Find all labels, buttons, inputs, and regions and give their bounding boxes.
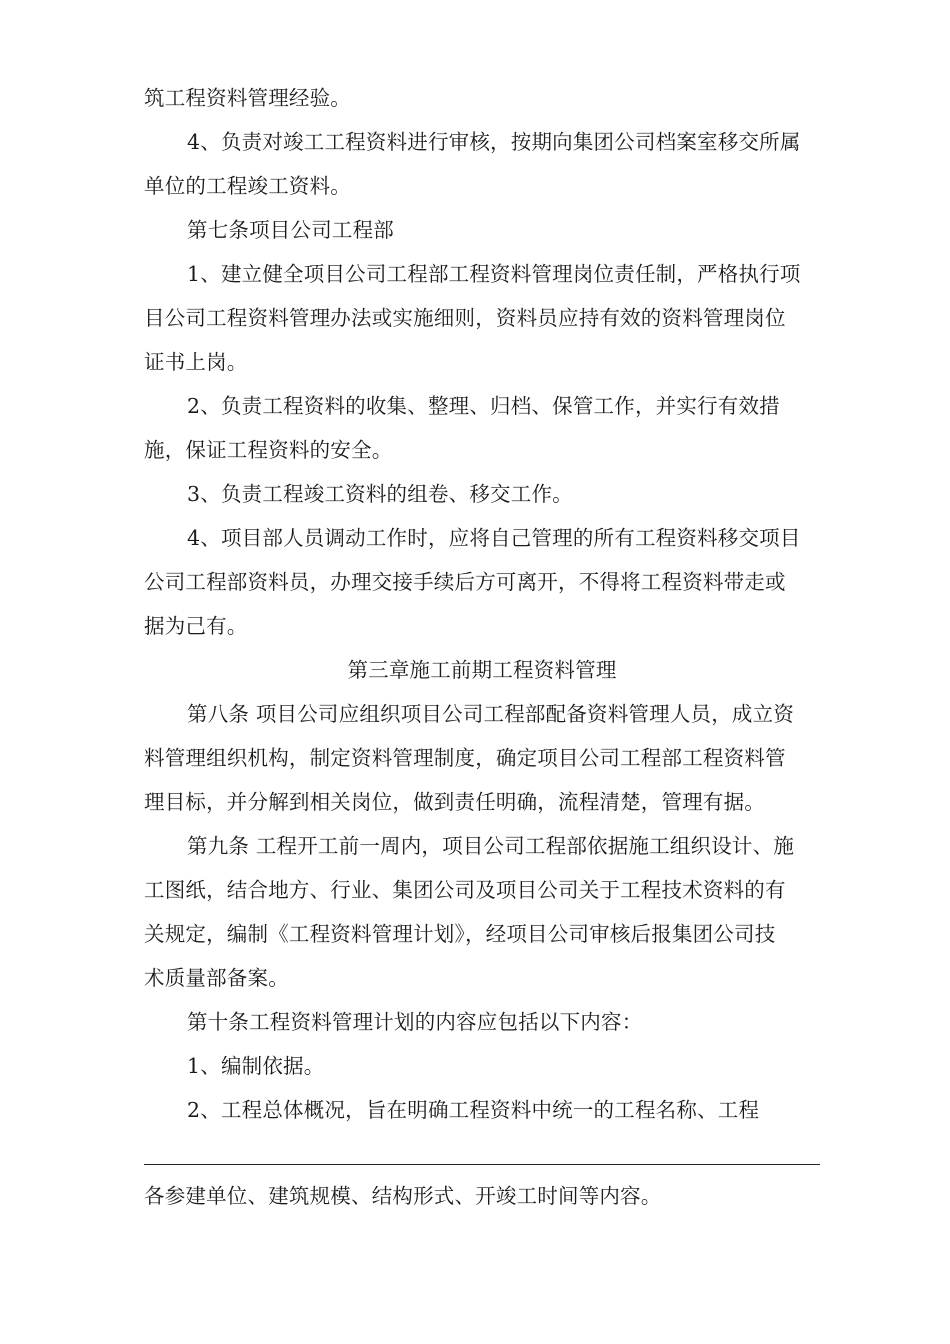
text-line: 第九条 工程开工前一周内，项目公司工程部依据施工组织设计、施 <box>187 834 795 858</box>
text-line: 1、编制依据。 <box>187 1054 325 1078</box>
text-line: 单位的工程竣工资料。 <box>144 174 351 198</box>
document-body <box>144 76 820 1132</box>
text-line: 理目标，并分解到相关岗位，做到责任明确，流程清楚，管理有据。 <box>144 790 765 814</box>
text-line: 公司工程部资料员，办理交接手续后方可离开，不得将工程资料带走或 <box>144 570 786 594</box>
text-line: 1、建立健全项目公司工程部工程资料管理岗位责任制，严格执行项 <box>187 262 801 286</box>
text-line: 据为己有。 <box>144 614 248 638</box>
footnote-text: 各参建单位、建筑规模、结构形式、开竣工时间等内容。 <box>144 1184 662 1208</box>
text-line: 4、负责对竣工工程资料进行审核，按期向集团公司档案室移交所属 <box>187 130 801 154</box>
text-line: 关规定，编制《工程资料管理计划》，经项目公司审核后报集团公司技 <box>144 922 776 946</box>
text-line: 目公司工程资料管理办法或实施细则，资料员应持有效的资料管理岗位 <box>144 306 786 330</box>
text-line: 料管理组织机构，制定资料管理制度，确定项目公司工程部工程资料管 <box>144 746 786 770</box>
text-line: 3、负责工程竣工资料的组卷、移交工作。 <box>187 482 573 506</box>
footnote-divider <box>144 1164 820 1165</box>
chapter-title: 第三章施工前期工程资料管理 <box>347 658 617 682</box>
text-line: 术质量部备案。 <box>144 966 289 990</box>
text-line: 第十条工程资料管理计划的内容应包括以下内容： <box>187 1010 643 1034</box>
text-line: 工图纸，结合地方、行业、集团公司及项目公司关于工程技术资料的有 <box>144 878 786 902</box>
text-line: 4、项目部人员调动工作时，应将自己管理的所有工程资料移交项目 <box>187 526 801 550</box>
text-line: 第八条 项目公司应组织项目公司工程部配备资料管理人员，成立资 <box>187 702 795 726</box>
text-line: 2、负责工程资料的收集、整理、归档、保管工作，并实行有效措 <box>187 394 780 418</box>
text-line: 证书上岗。 <box>144 350 248 374</box>
text-line: 施，保证工程资料的安全。 <box>144 438 393 462</box>
text-line: 2、工程总体概况，旨在明确工程资料中统一的工程名称、工程 <box>187 1098 760 1122</box>
section-heading: 第七条项目公司工程部 <box>187 218 394 242</box>
text-line: 筑工程资料管理经验。 <box>144 86 351 110</box>
